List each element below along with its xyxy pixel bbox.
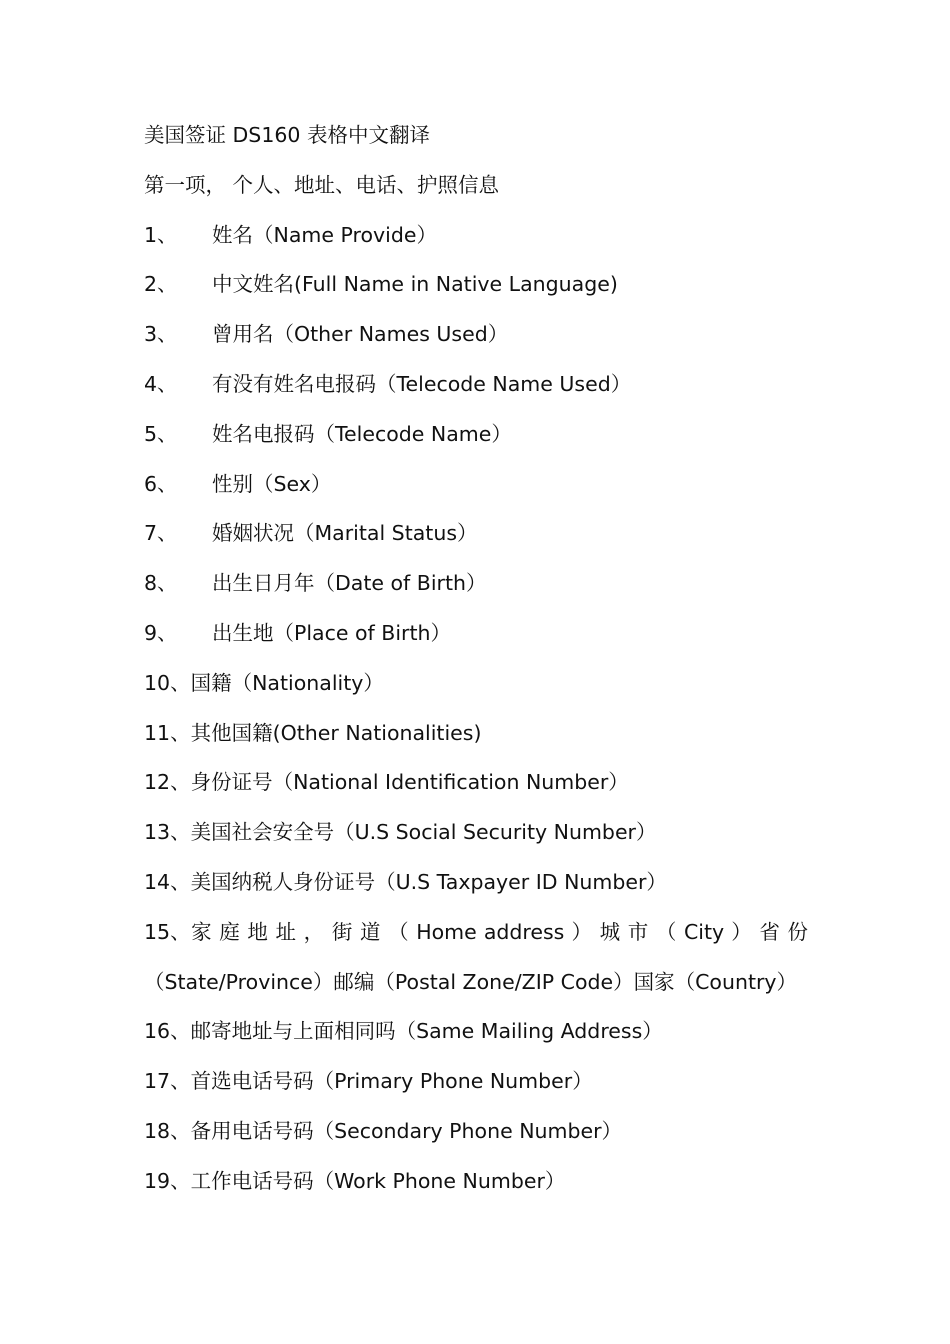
item-number: 4、 [144,371,178,396]
list-item-address [144,908,808,958]
item-number: 5、 [144,421,178,446]
list-item [144,509,824,559]
item-text: 家 庭 地 址 ， 街 道 （ Home address ） 城 市 （ City ） 省 份 [190,919,808,944]
item-number: 10、 [144,670,191,695]
list-item [144,410,824,460]
item-number: 8、 [144,571,178,596]
item-number: 16、 [144,1019,191,1044]
item-text: 姓名（Name Provide） [212,222,437,247]
item-number: 1、 [144,222,178,247]
item-text: 工作电话号码（Work Phone Number） [190,1168,566,1193]
list-item [144,460,824,510]
document-body [144,111,824,1207]
item-number: 9、 [144,620,178,645]
item-text: 首选电话号码（Primary Phone Number） [190,1069,593,1094]
item-number: 19、 [144,1168,191,1193]
item-number: 18、 [144,1118,191,1143]
list-item [144,1057,824,1107]
list-item [144,211,824,261]
item-text: 曾用名（Other Names Used） [212,322,509,347]
list-item [144,709,824,759]
list-item [144,1157,824,1207]
item-text: 美国社会安全号（U.S Social Security Number） [190,820,657,845]
list-item [144,1007,824,1057]
list-item [144,260,824,310]
item-number: 6、 [144,471,178,496]
list-item [144,808,824,858]
item-text: 性别（Sex） [212,471,332,496]
item-number: 7、 [144,521,178,546]
item-text: 婚姻状况（Marital Status） [212,521,478,546]
list-item [144,310,824,360]
section-heading: 第一项， 个人、地址、电话、护照信息 [144,172,500,197]
list-item [144,758,824,808]
list-item [144,609,824,659]
list-item [144,360,824,410]
item-text: 出生地（Place of Birth） [212,620,452,645]
list-item-address-continuation: （State/Province）邮编（Postal Zone/ZIP Code）国家（Country） [144,969,798,994]
list-item [144,1107,824,1157]
item-number: 13、 [144,820,191,845]
item-text: 中文姓名(Full Name in Native Language) [212,272,618,297]
item-text: 身份证号（National Identification Number） [190,770,629,795]
item-text: 备用电话号码（Secondary Phone Number） [190,1118,623,1143]
item-text: 国籍（Nationality） [190,670,384,695]
item-number: 15、 [144,919,191,944]
document-title: 美国签证 DS160 表格中文翻译 [144,123,430,147]
item-text: 其他国籍(Other Nationalities) [190,720,482,745]
item-number: 12、 [144,770,191,795]
item-number: 17、 [144,1069,191,1094]
list-item [144,559,824,609]
item-number: 14、 [144,869,191,894]
list-item [144,858,824,908]
item-text: 美国纳税人身份证号（U.S Taxpayer ID Number） [190,869,667,894]
item-number: 3、 [144,322,178,347]
item-text: 姓名电报码（Telecode Name） [212,421,512,446]
item-text: 邮寄地址与上面相同吗（Same Mailing Address） [190,1019,663,1044]
item-text: 有没有姓名电报码（Telecode Name Used） [212,371,632,396]
list-item [144,659,824,709]
item-text: 出生日月年（Date of Birth） [212,571,487,596]
item-number: 2、 [144,272,178,297]
item-number: 11、 [144,720,191,745]
